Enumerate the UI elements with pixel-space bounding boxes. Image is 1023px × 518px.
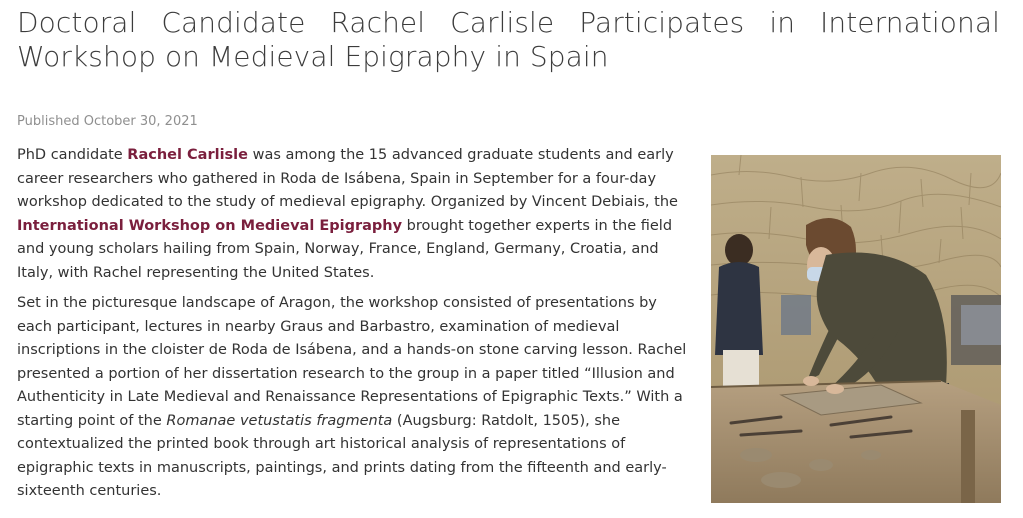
article-body <box>17 144 690 511</box>
p2-text-2: (Augsburg: Ratdolt, 1505), she contextualized the printed book through art historical analysis of representations of epigraphic texts in manuscripts, paintings, and prints dating from the fifteenth and early-sixteenth centuries. <box>17 412 667 499</box>
p2-text-1: Set in the picturesque landscape of Aragon, the workshop consisted of presentations by each participant, lectures in nearby Graus and Barbastro, examination of medieval inscriptions in the cloister de Roda de Isábena, and a hands-on stone carving lesson. Rachel presented a portion of her dissertation research to the group in a paper titled “Illusion and Authenticity in Late Medieval and Renaissance Representations of Epigraphic Texts.” With a starting point of the <box>17 295 687 429</box>
hand-left <box>803 376 819 386</box>
published-date: Published October 30, 2021 <box>17 114 198 129</box>
p1-text-1: PhD candidate <box>17 147 128 163</box>
p1-text-3: brought together experts in the field and young scholars hailing from Spain, Norway, France, England, Germany, Croatia, and Italy, with Rachel representing the United States. <box>17 217 673 281</box>
paragraph-2 <box>17 292 690 504</box>
article-title: Doctoral Candidate Rachel Carlisle Participates in International Workshop on Medieval Epigraphy in Spain <box>17 6 1000 73</box>
workshop-photo <box>711 155 1001 503</box>
stone-carving-illustration <box>711 155 1001 503</box>
rachel-carlisle-link[interactable]: Rachel Carlisle <box>127 147 248 163</box>
paragraph-1 <box>17 144 690 285</box>
table-leg <box>961 410 975 503</box>
background-person-head <box>725 234 753 266</box>
workshop-link[interactable]: International Workshop on Medieval Epigraphy <box>17 217 403 234</box>
hand-right <box>826 384 844 394</box>
book-title-italic: Romanae vetustatis fragmenta <box>166 412 393 429</box>
p1-text-2: was among the 15 advanced graduate students and early career researchers who gathered in Roda de Isábena, Spain in September for a four-day workshop dedicated to the study of medieval epigraphy. Organized by Vincent Debiais, the <box>17 147 678 210</box>
background-person-body <box>715 262 763 355</box>
